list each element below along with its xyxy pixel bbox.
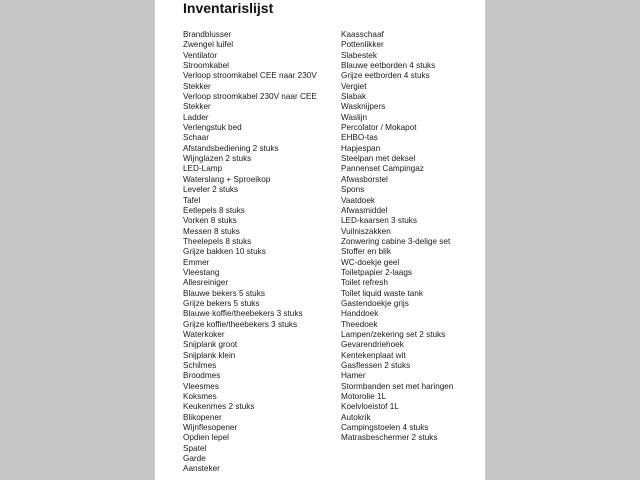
- inventory-item: Stekker: [183, 102, 211, 112]
- inventory-item: Ventilator: [183, 50, 218, 60]
- inventory-item: Afwasborstel: [341, 174, 388, 184]
- inventory-item: EHBO-tas: [341, 133, 378, 143]
- inventory-item: Ladder: [183, 112, 209, 122]
- inventory-list-right: [341, 30, 453, 444]
- inventory-item: Pannenset Campingaz: [341, 164, 424, 174]
- inventory-item: Gasflessen 2 stuks: [341, 361, 411, 370]
- inventory-item: Toilet liquid waste tank: [341, 288, 423, 298]
- inventory-item: Wijnflesopener: [183, 423, 238, 433]
- inventory-item: Blauwe bekers 5 stuks: [183, 288, 265, 298]
- inventory-item: Afstandsbediening 2 stuks: [183, 143, 279, 153]
- inventory-item: Verloop stroomkabel 230V naar CEE: [183, 92, 317, 102]
- inventory-item: Slabak: [341, 92, 367, 102]
- inventory-item: Grijze bekers 5 stuks: [183, 298, 260, 308]
- inventory-item: Broodmes: [183, 371, 221, 381]
- inventory-item: Gastendoekje grijs: [341, 298, 409, 308]
- inventory-item: Messen 8 stuks: [183, 226, 240, 236]
- inventory-item: Leveler 2 stuks: [183, 185, 239, 195]
- inventory-item: Opdien lepel: [183, 433, 229, 443]
- inventory-item: Snijplank groot: [183, 340, 238, 350]
- inventory-item: Vorken 8 stuks: [183, 216, 237, 226]
- inventory-item: Gevarendriehoek: [341, 340, 404, 350]
- inventory-item: Blikopener: [183, 412, 222, 422]
- inventory-item: Verlengstuk bed: [183, 123, 242, 133]
- inventory-item: Vergiet: [341, 81, 367, 91]
- inventory-item: Handdoek: [341, 309, 379, 319]
- inventory-item: Theedoek: [341, 319, 378, 329]
- inventory-item: Garde: [183, 454, 206, 464]
- inventory-item: Toilet refresh: [341, 278, 388, 288]
- inventory-item: Steelpan met deksel: [341, 154, 416, 164]
- inventory-item: Percolator / Mokapot: [341, 123, 417, 133]
- inventory-item: Vaatdoek: [341, 195, 375, 205]
- inventory-item: Snijplank klein: [183, 350, 236, 360]
- inventory-item: Motorolie 1L: [341, 392, 387, 402]
- inventory-item: Koelvloeistof 1L: [341, 402, 399, 412]
- left-margin-backdrop: [0, 0, 155, 480]
- inventory-item: Campingstoelen 4 stuks: [341, 423, 429, 433]
- inventory-item: Aansteker: [183, 464, 220, 474]
- inventory-item: Vuilniszakken: [341, 226, 391, 236]
- inventory-item: Slabestek: [341, 50, 377, 60]
- inventory-list-left: [183, 30, 317, 475]
- inventory-item: Hamer: [341, 371, 366, 381]
- inventory-item: Grijze eetborden 4 stuks: [341, 71, 430, 81]
- inventory-item: LED-Lamp: [183, 164, 223, 174]
- inventory-item: Brandblusser: [183, 30, 232, 39]
- inventory-item: Blauwe koffie/theebekers 3 stuks: [183, 309, 303, 319]
- inventory-item: Stekker: [183, 81, 211, 91]
- inventory-item: Lampen/zekering set 2 stuks: [341, 329, 446, 339]
- inventory-item: Eetlepels 8 stuks: [183, 205, 245, 215]
- inventory-item: Hapjespan: [341, 143, 381, 153]
- inventory-item: Kentekenplaat wit: [341, 350, 406, 360]
- inventory-item: Tafel: [183, 195, 201, 205]
- inventory-item: Emmer: [183, 257, 210, 267]
- inventory-item: Keukenmes 2 stuks: [183, 402, 255, 412]
- inventory-item: Koksmes: [183, 392, 217, 402]
- inventory-item: WC-doekje geel: [341, 257, 400, 267]
- inventory-item: LED-kaarsen 3 stuks: [341, 216, 417, 226]
- inventory-item: Grijze koffie/theebekers 3 stuks: [183, 319, 298, 329]
- inventory-item: Blauwe eetborden 4 stuks: [341, 61, 436, 71]
- right-margin-backdrop: [485, 0, 640, 480]
- inventory-item: Vleestang: [183, 267, 220, 277]
- inventory-item: Kaasschaaf: [341, 30, 384, 39]
- inventory-item: Stormbanden set met haringen: [341, 381, 454, 391]
- document-page: [155, 0, 485, 480]
- inventory-item: Wijnglazen 2 stuks: [183, 154, 252, 164]
- inventory-item: Wasknijpers: [341, 102, 386, 112]
- inventory-item: Waterkoker: [183, 329, 225, 339]
- inventory-item: Allesreiniger: [183, 278, 229, 288]
- inventory-item: Spons: [341, 185, 365, 195]
- inventory-item: Waterslang + Sproeikop: [183, 174, 271, 184]
- inventory-item: Matrasbeschermer 2 stuks: [341, 433, 438, 443]
- inventory-item: Autokrik: [341, 412, 371, 422]
- inventory-item: Zwengel luifel: [183, 40, 234, 50]
- inventory-item: Zonwering cabine 3-delige set: [341, 236, 451, 246]
- inventory-item: Grijze bakken 10 stuks: [183, 247, 266, 257]
- inventory-item: Theelepels 8 stuks: [183, 236, 252, 246]
- inventory-item: Toiletpapier 2-laags: [341, 267, 412, 277]
- inventory-item: Afwasmiddel: [341, 205, 388, 215]
- page-title: Inventarislijst: [183, 0, 274, 16]
- inventory-item: Stroomkabel: [183, 61, 229, 71]
- inventory-item: Waslijn: [341, 112, 368, 122]
- inventory-item: Schilmes: [183, 361, 217, 370]
- inventory-item: Vleesmes: [183, 381, 219, 391]
- inventory-item: Schaar: [183, 133, 209, 143]
- inventory-item: Stoffer en blik: [341, 247, 391, 257]
- inventory-item: Pottenlikker: [341, 40, 384, 50]
- inventory-item: Spatel: [183, 443, 207, 453]
- inventory-item: Verloop stroomkabel CEE naar 230V: [183, 71, 317, 81]
